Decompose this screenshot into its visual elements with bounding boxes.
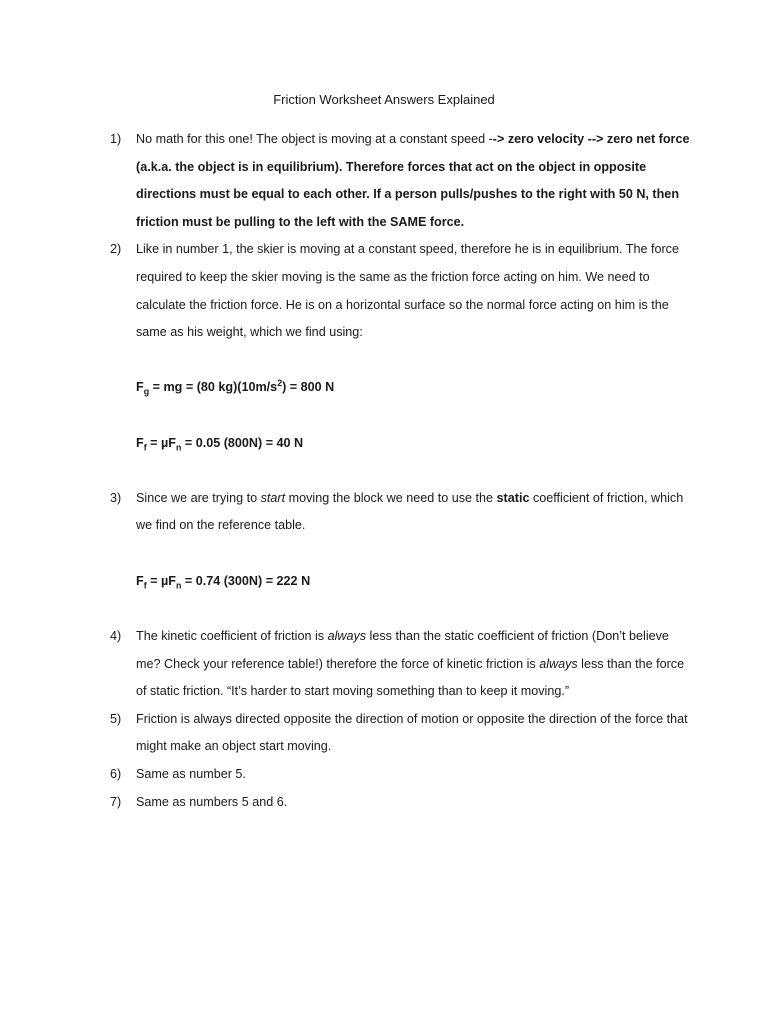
answer-item-2	[110, 236, 690, 346]
answer-number: 6)	[110, 767, 122, 782]
answer-item-6	[110, 761, 690, 789]
answer-item-1	[110, 126, 690, 236]
answer-text: Like in number 1, the skier is moving at a constant speed, therefore he is in equilibrium. The force required to keep the skier moving is the same as the friction force acting on him. We need to calculate the friction force. He is on a horizontal surface so the normal force acting on him is the same as his weight, which we find using:	[136, 242, 679, 340]
answer-text: Since we are trying to start moving the block we need to use the static coefficient of friction, which we find on the reference table.	[136, 490, 684, 533]
answer-item-4	[110, 623, 690, 706]
answer-text: Friction is always directed opposite the direction of motion or opposite the direction of the force that might make an object start moving.	[136, 711, 688, 754]
answer-list	[110, 126, 690, 816]
weight-equation: $F_g$ = mg = (80 $kg)(10m/s^2) = 800$ N	[136, 378, 335, 397]
answer-item-5	[110, 706, 690, 761]
answer-item-3	[110, 485, 690, 540]
answer-number: 5)	[110, 711, 122, 726]
answer-number: 7)	[110, 794, 122, 809]
answer-text: Same as number 5.	[136, 767, 246, 782]
answer-text: The kinetic coefficient of friction is always less than the static coefficient of friction (Don’t believe me? Check your reference table!) therefore the force of kinetic friction is always less than the force of static friction. “It’s harder to start moving something than to keep it moving.”	[136, 629, 685, 699]
answer-text: No math for this one! The object is moving at a constant speed --> zero velocity --> zero net force (a.k.a. the object is in equilibrium). Therefore forces that act on the object in opposite directions must be equal to each other. If a person pulls/pushes to the right with 50 N, then friction must be pulling to the left with the SAME force.	[136, 132, 690, 229]
friction-equation-2: $F_f = \mu F_n = 0.05$ (800N) = 40 N	[136, 435, 304, 453]
answer-item-7	[110, 789, 690, 817]
answer-text: Same as numbers 5 and 6.	[136, 794, 288, 809]
friction-equation-3: $F_f = \mu F_n = 0.74$ (300N) = 222 N	[136, 573, 311, 591]
page-title: Friction Worksheet Answers Explained	[273, 92, 495, 107]
answer-number: 1)	[110, 132, 122, 146]
answer-number: 4)	[110, 629, 122, 644]
answer-number: 2)	[110, 242, 122, 257]
answer-number: 3)	[110, 490, 122, 505]
